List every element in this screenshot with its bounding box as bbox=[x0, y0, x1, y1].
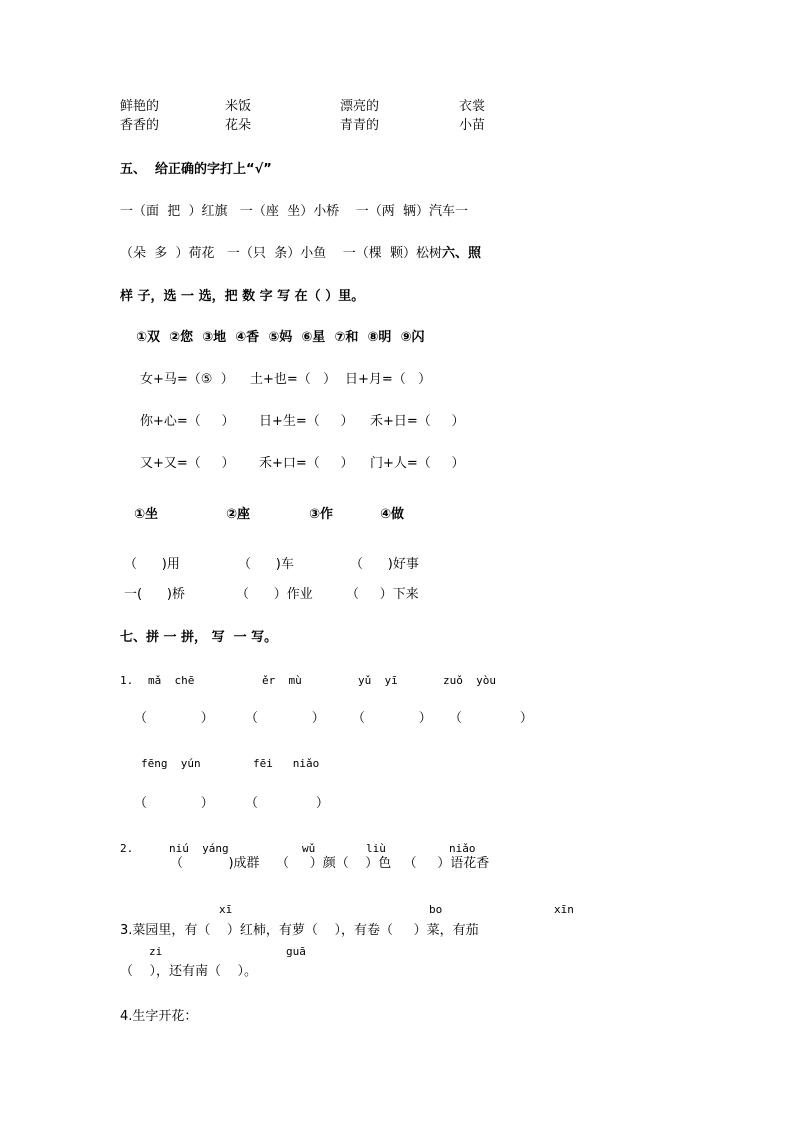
compose-row3-item1: 又+又=（ ） bbox=[140, 456, 235, 471]
section7-title: 七、拼 一 拼， 写 一 写。 bbox=[120, 630, 278, 645]
fill-row2-item1: 一( )桥 bbox=[124, 587, 185, 602]
q3-pinyin-3: xīn bbox=[554, 903, 574, 916]
q3-pinyin-1: xī bbox=[219, 903, 233, 916]
q3-sentence-2: （ ），还有南（ ）。 bbox=[120, 964, 258, 979]
section5-line1: 一（面 把 ）红旗 一（座 坐）小桥 一（两 辆）汽车一 bbox=[120, 204, 468, 219]
q1-pinyin-4: zuǒ yòu bbox=[443, 674, 496, 687]
compose-row2-item2: 日+生=（ ） bbox=[259, 414, 354, 429]
q1-pinyin-1: mǎ chē bbox=[148, 674, 195, 687]
q3-pinyin-4: zi bbox=[149, 945, 163, 958]
q3-pinyin-2: bo bbox=[429, 903, 443, 916]
q2-pinyin-2: wǔ bbox=[302, 842, 316, 855]
q1-box-2: （ ） bbox=[245, 711, 325, 726]
choice-1: ①坐 bbox=[134, 507, 159, 522]
match-word-1-1: 鲜艳的 bbox=[120, 99, 160, 114]
q1-box-6: （ ） bbox=[245, 796, 329, 811]
match-word-2-3: 青青的 bbox=[340, 118, 380, 133]
q1-pinyin-5: fēng yún bbox=[141, 757, 201, 770]
fill-row1-item2: （ )车 bbox=[238, 557, 294, 572]
fill-row1-item1: （ )用 bbox=[124, 557, 180, 572]
match-word-2-1: 香香的 bbox=[120, 118, 160, 133]
section6-title: 样 子，选 一 选，把 数 字 写 在（ ）里。 bbox=[120, 289, 365, 304]
q1-box-5: （ ） bbox=[134, 796, 214, 811]
compose-row2-item3: 禾+日=（ ） bbox=[370, 414, 465, 429]
q1-box-3: （ ） bbox=[352, 711, 432, 726]
compose-row1-item1: 女+马=（⑤ ） bbox=[140, 372, 234, 387]
match-word-1-2: 米饭 bbox=[225, 99, 252, 114]
q3-sentence-1: 3.菜园里，有（ ）红柿，有萝（ ），有卷（ ）菜，有茄 bbox=[120, 923, 479, 938]
q3-pinyin-5: guā bbox=[286, 945, 306, 958]
choice-4: ④做 bbox=[380, 507, 405, 522]
section5-line2 bbox=[120, 247, 481, 260]
q2-number: 2. bbox=[120, 842, 134, 855]
section5-line2-text: （朵 多 ）荷花 一（只 条）小鱼 一（棵 颗）松树 bbox=[120, 246, 442, 261]
q1-pinyin-6: fēi niǎo bbox=[253, 757, 320, 770]
fill-row2-item2: （ ）作业 bbox=[236, 587, 313, 602]
fill-row1-item3: （ )好事 bbox=[350, 557, 419, 572]
compose-row2-item1: 你+心=（ ） bbox=[140, 414, 235, 429]
q1-pinyin-3: yǔ yī bbox=[358, 674, 398, 687]
q2-sentence: （ )成群 （ ）颜（ ）色 （ ）语花香 bbox=[170, 856, 490, 871]
character-options: ①双 ②您 ③地 ④香 ⑤妈 ⑥星 ⑦和 ⑧明 ⑨闪 bbox=[136, 330, 425, 345]
q2-pinyin-4: niǎo bbox=[449, 842, 476, 855]
section5-title: 五、 给正确的字打上“√” bbox=[120, 162, 272, 177]
match-word-1-4: 衣裳 bbox=[459, 99, 486, 114]
compose-row3-item2: 禾+口=（ ） bbox=[259, 456, 354, 471]
match-word-2-4: 小苗 bbox=[459, 118, 486, 133]
q1-box-4: （ ） bbox=[449, 711, 533, 726]
q1-number: 1. bbox=[120, 674, 134, 687]
q2-pinyin-1: niú yáng bbox=[169, 842, 229, 855]
choice-2: ②座 bbox=[226, 507, 251, 522]
q1-box-1: （ ） bbox=[134, 711, 214, 726]
q2-pinyin-3: liù bbox=[366, 842, 386, 855]
fill-row2-item3: （ ）下来 bbox=[346, 587, 419, 602]
compose-row1-item3: 日+月=（ ） bbox=[345, 372, 432, 387]
section6-heading-start: 六、照 bbox=[442, 246, 482, 261]
compose-row3-item3: 门+人=（ ） bbox=[370, 456, 465, 471]
match-word-1-3: 漂亮的 bbox=[340, 99, 380, 114]
compose-row1-item2: 土+也=（ ） bbox=[250, 372, 337, 387]
q1-pinyin-2: ěr mù bbox=[262, 674, 302, 687]
choice-3: ③作 bbox=[309, 507, 334, 522]
match-word-2-2: 花朵 bbox=[225, 118, 252, 133]
q4-title: 4.生字开花： bbox=[120, 1009, 198, 1024]
